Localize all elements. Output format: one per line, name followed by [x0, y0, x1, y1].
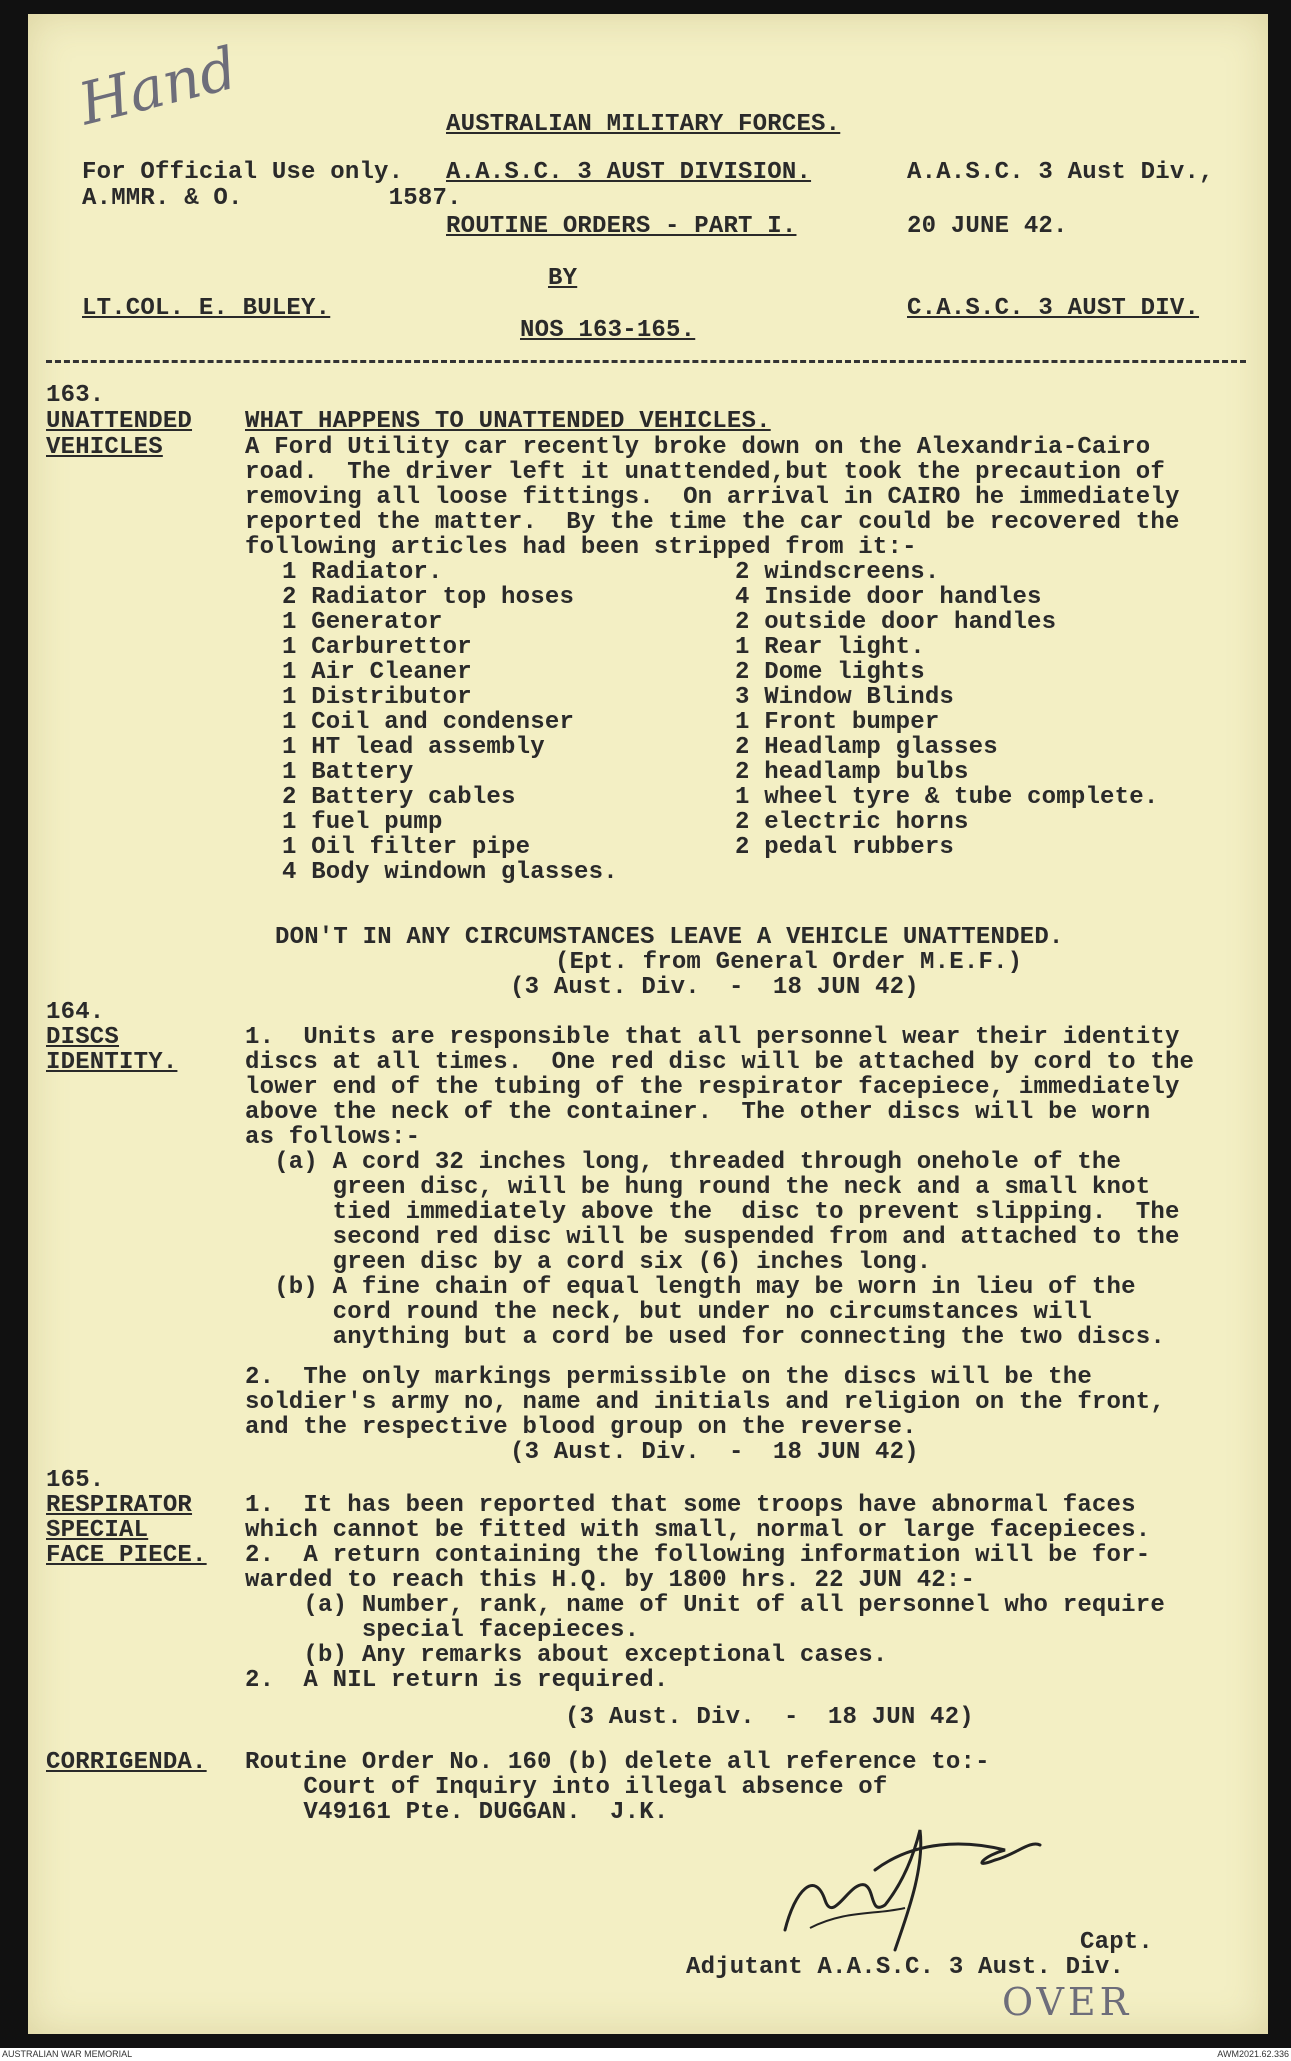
text-line: tied immediately above the disc to prevent slipping. The	[245, 1199, 1180, 1226]
text-line: anything but a cord be used for connecting the two discs.	[245, 1324, 1165, 1351]
order-163-warning: DON'T IN ANY CIRCUMSTANCES LEAVE A VEHICLE UNATTENDED.	[275, 924, 1064, 951]
text-line: (a) A cord 32 inches long, threaded through onehole of the	[245, 1149, 1122, 1176]
header-casc: C.A.S.C. 3 AUST DIV.	[907, 295, 1200, 322]
text-line: special facepieces.	[245, 1617, 640, 1644]
text-line: discs at all times. One red disc will be attached by cord to the	[245, 1049, 1195, 1076]
list-item: 2 Radiator top hoses	[282, 584, 575, 611]
text-line: Routine Order No. 160 (b) delete all reference to:-	[245, 1749, 990, 1776]
list-item: 1 Front bumper	[735, 709, 940, 736]
list-item: 1 Distributor	[282, 684, 472, 711]
list-item: 1 Rear light.	[735, 634, 925, 661]
header-right-line1: A.A.S.C. 3 Aust Div.,	[907, 159, 1214, 186]
list-item: 1 Oil filter pipe	[282, 834, 531, 861]
text-line: 2. A return containing the following information will be for-	[245, 1542, 1151, 1569]
order-163-side-label-1: UNATTENDED	[46, 408, 193, 435]
list-item: 2 electric horns	[735, 809, 969, 836]
header-order-numbers: NOS 163-165.	[520, 317, 696, 344]
text-line: A Ford Utility car recently broke down on the Alexandria-Cairo	[245, 434, 1151, 461]
text-line: green disc by a cord six (6) inches long.	[245, 1249, 932, 1276]
list-item: 1 fuel pump	[282, 809, 443, 836]
header-left-line2: A.MMR. & O. 1587.	[82, 185, 462, 212]
handwritten-signature	[755, 1810, 1055, 1960]
order-164-reference: (3 Aust. Div. - 18 JUN 42)	[510, 1439, 919, 1466]
text-line: (b) Any remarks about exceptional cases.	[245, 1642, 888, 1669]
order-163-reference: (3 Aust. Div. - 18 JUN 42)	[510, 974, 919, 1001]
text-line: above the neck of the container. The other discs will be worn	[245, 1099, 1151, 1126]
list-item: 2 Dome lights	[735, 659, 925, 686]
list-item: 1 Coil and condenser	[282, 709, 575, 736]
list-item: 1 Generator	[282, 609, 443, 636]
text-line: 2. A NIL return is required.	[245, 1667, 669, 1694]
text-line: green disc, will be hung round the neck and a small knot	[245, 1174, 1151, 1201]
order-164-number: 164.	[46, 999, 105, 1026]
order-165-reference: (3 Aust. Div. - 18 JUN 42)	[565, 1704, 974, 1731]
text-line: cord round the neck, but under no circumstances will	[245, 1299, 1092, 1326]
text-line: 1. It has been reported that some troops have abnormal faces	[245, 1492, 1136, 1519]
list-item: 2 Headlamp glasses	[735, 734, 998, 761]
list-item: 2 headlamp bulbs	[735, 759, 969, 786]
order-165-side-label-1: RESPIRATOR	[46, 1492, 193, 1519]
text-line: following articles had been stripped from it:-	[245, 534, 917, 561]
text-line: (a) Number, rank, name of Unit of all personnel who require	[245, 1592, 1165, 1619]
text-line: (b) A fine chain of equal length may be worn in lieu of the	[245, 1274, 1136, 1301]
header-title: AUSTRALIAN MILITARY FORCES.	[446, 111, 841, 138]
list-item: 4 Inside door handles	[735, 584, 1042, 611]
text-line: 1. Units are responsible that all personnel wear their identity	[245, 1024, 1180, 1051]
handwritten-over: OVER	[1002, 1980, 1133, 2024]
list-item: 2 Battery cables	[282, 784, 516, 811]
text-line: reported the matter. By the time the car could be recovered the	[245, 509, 1180, 536]
signature-title: Adjutant A.A.S.C. 3 Aust. Div.	[686, 1954, 1125, 1981]
order-164-side-label-1: DISCS	[46, 1024, 120, 1051]
list-item: 3 Window Blinds	[735, 684, 955, 711]
signature-rank: Capt.	[1080, 1929, 1154, 1956]
list-item: 4 Body windown glasses.	[282, 859, 618, 886]
text-line: as follows:-	[245, 1124, 421, 1151]
order-164-side-label-2: IDENTITY.	[46, 1049, 178, 1076]
header-right-line2: 20 JUNE 42.	[907, 213, 1068, 240]
order-165-number: 165.	[46, 1467, 105, 1494]
order-163-number: 163.	[46, 382, 105, 409]
list-item: 2 pedal rubbers	[735, 834, 955, 861]
header-by: BY	[548, 265, 578, 292]
text-line: and the respective blood group on the reverse.	[245, 1414, 917, 1441]
header-divider	[46, 360, 1246, 363]
text-line: 2. The only markings permissible on the discs will be the	[245, 1364, 1092, 1391]
order-165-side-label-3: FACE PIECE.	[46, 1542, 207, 1569]
text-line: V49161 Pte. DUGGAN. J.K.	[245, 1799, 669, 1826]
list-item: 1 Carburettor	[282, 634, 472, 661]
order-165-side-label-2: SPECIAL	[46, 1517, 149, 1544]
order-163-heading: WHAT HAPPENS TO UNATTENDED VEHICLES.	[245, 408, 771, 435]
text-line: Court of Inquiry into illegal absence of	[245, 1774, 888, 1801]
header-center-line2: ROUTINE ORDERS - PART I.	[446, 213, 797, 240]
text-line: removing all loose fittings. On arrival in CAIRO he immediately	[245, 484, 1180, 511]
footer-right-id: AWM2021.62.336	[1217, 2049, 1289, 2059]
text-line: lower end of the tubing of the respirator facepiece, immediately	[245, 1074, 1180, 1101]
text-line: warded to reach this H.Q. by 1800 hrs. 22 JUN 42:-	[245, 1567, 976, 1594]
text-line: second red disc will be suspended from and attached to the	[245, 1224, 1180, 1251]
corrigenda-label: CORRIGENDA.	[46, 1749, 207, 1776]
order-163-source: (Ept. from General Order M.E.F.)	[555, 949, 1023, 976]
header-center-line1: A.A.S.C. 3 AUST DIVISION.	[446, 159, 812, 186]
list-item: 1 Radiator.	[282, 559, 443, 586]
text-line: road. The driver left it unattended,but took the precaution of	[245, 459, 1165, 486]
list-item: 1 HT lead assembly	[282, 734, 545, 761]
text-line: soldier's army no, name and initials and religion on the front,	[245, 1389, 1165, 1416]
list-item: 1 Air Cleaner	[282, 659, 472, 686]
list-item: 2 windscreens.	[735, 559, 940, 586]
handwritten-annotation-top: Hand	[72, 33, 244, 139]
order-163-side-label-2: VEHICLES	[46, 434, 163, 461]
header-officer: LT.COL. E. BULEY.	[82, 295, 331, 322]
list-item: 1 wheel tyre & tube complete.	[735, 784, 1159, 811]
footer-left-credit: AUSTRALIAN WAR MEMORIAL	[2, 2049, 133, 2059]
text-line: which cannot be fitted with small, normal or large facepieces.	[245, 1517, 1151, 1544]
header-left-line1: For Official Use only.	[82, 159, 404, 186]
list-item: 2 outside door handles	[735, 609, 1057, 636]
list-item: 1 Battery	[282, 759, 414, 786]
